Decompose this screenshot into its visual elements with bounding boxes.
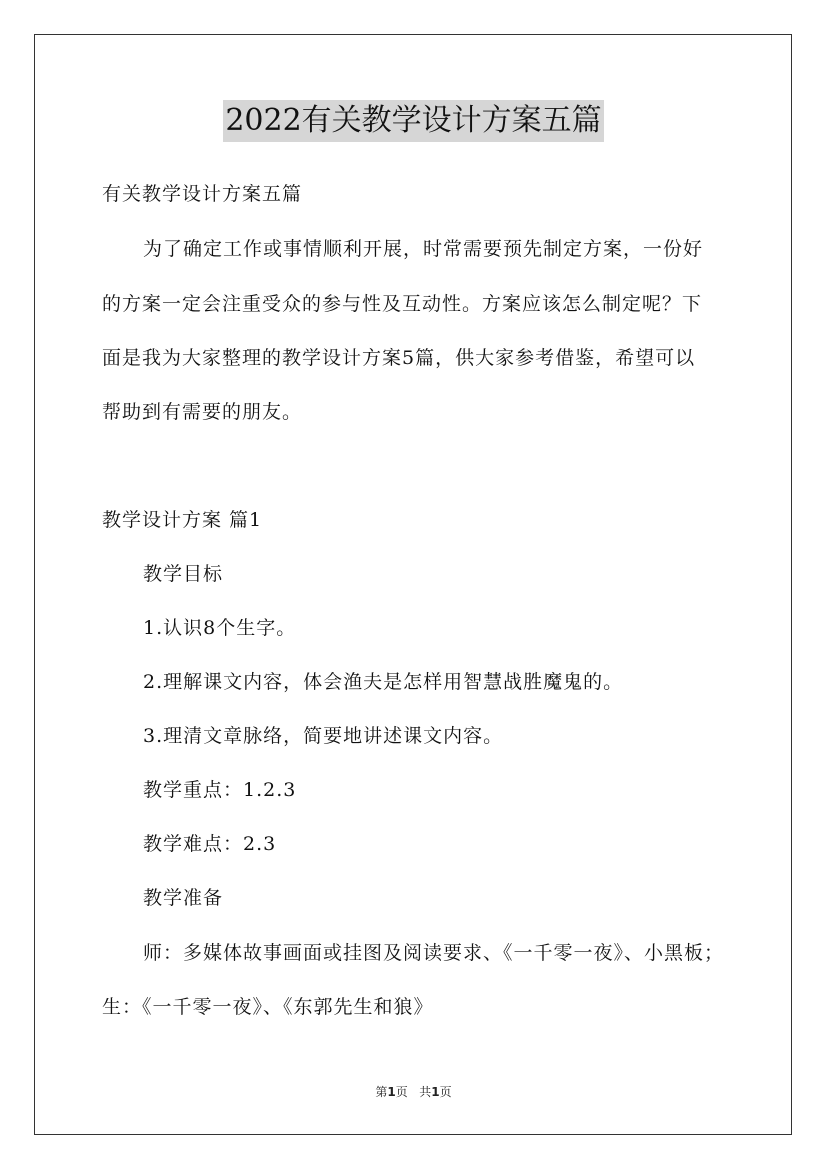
section-line-key-points: 教学重点：1.2.3 (143, 779, 297, 801)
section-line-student-materials: 生：《一千零一夜》、《东郭先生和狼》 (102, 996, 434, 1018)
intro-line-1: 为了确定工作或事情顺利开展，时常需要预先制定方案，一份好 (143, 238, 704, 260)
intro-line-2: 的方案一定会注重受众的参与性及互动性。方案应该怎么制定呢？下 (102, 293, 703, 315)
footer-page-suffix: 页 (395, 1085, 408, 1099)
intro-line-4: 帮助到有需要的朋友。 (102, 401, 303, 423)
document-subtitle: 有关教学设计方案五篇 (102, 183, 303, 205)
section-line-preparation: 教学准备 (143, 887, 224, 909)
footer-page-prefix: 第 (375, 1085, 388, 1099)
section-line-goal-2: 2.理解课文内容，体会渔夫是怎样用智慧战胜魔鬼的。 (143, 671, 624, 693)
document-title: 2022有关教学设计方案五篇 (223, 100, 603, 142)
footer-total-suffix: 页 (439, 1085, 452, 1099)
section-line-difficulties: 教学难点：2.3 (143, 833, 277, 855)
section-line-teacher-materials: 师：多媒体故事画面或挂图及阅读要求、《一千零一夜》、小黑板； (143, 942, 725, 964)
footer-page-number: 1 (387, 1085, 396, 1099)
footer-total-pages: 1 (431, 1085, 440, 1099)
page-footer (0, 1084, 827, 1100)
document-title-container (0, 100, 827, 144)
section-heading: 教学设计方案 篇1 (102, 509, 263, 531)
intro-line-3: 面是我为大家整理的教学设计方案5篇，供大家参考借鉴，希望可以 (102, 347, 696, 369)
section-line-goal-1: 1.认识8个生字。 (143, 617, 297, 639)
section-line-objectives: 教学目标 (143, 563, 224, 585)
section-line-goal-3: 3.理清文章脉络，简要地讲述课文内容。 (143, 725, 504, 747)
footer-total-prefix: 共 (419, 1085, 432, 1099)
